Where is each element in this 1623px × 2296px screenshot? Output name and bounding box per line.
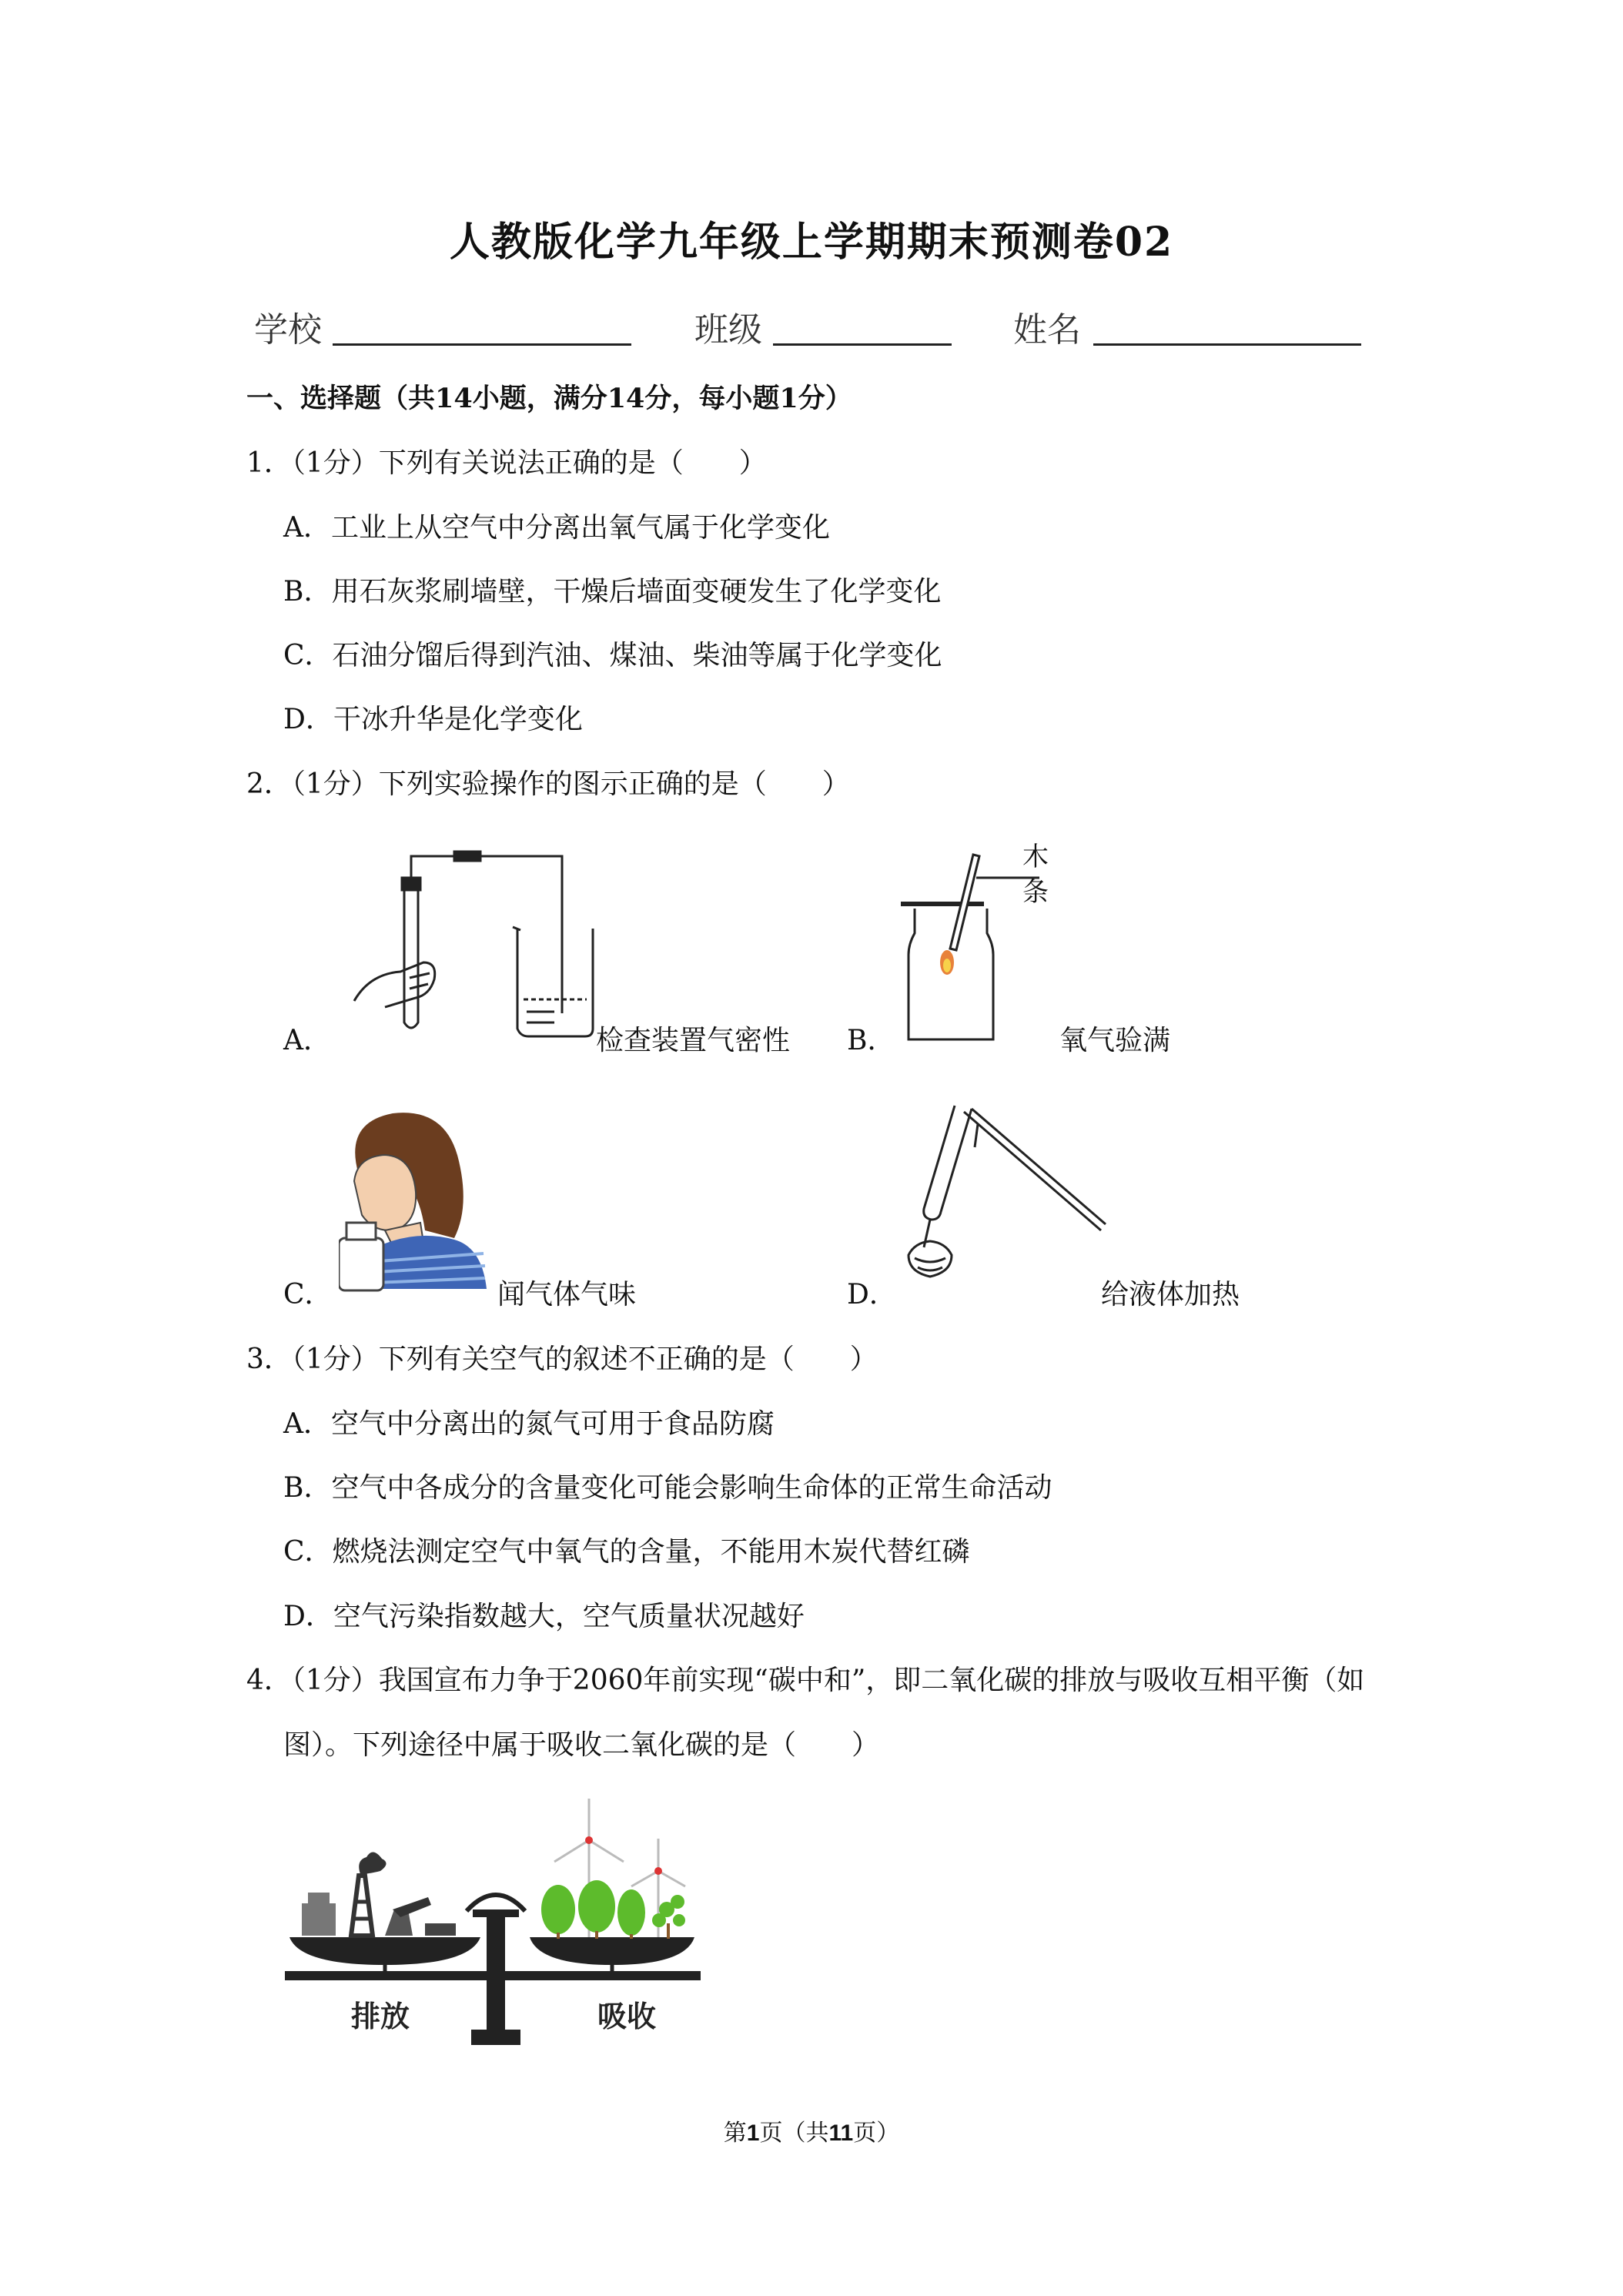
q3-option-c: C．燃烧法测定空气中氧气的含量，不能用木炭代替红磷 — [283, 1536, 970, 1568]
q1-option-a: A．工业上从空气中分离出氧气属于化学变化 — [283, 512, 830, 544]
q2-option-c-caption: 闻气体气味 — [497, 1279, 637, 1310]
q1-option-b: B．用石灰浆刷墙壁，干燥后墙面变硬发生了化学变化 — [283, 576, 942, 607]
section-heading: 一、选择题（共14小题，满分14分，每小题1分） — [246, 383, 852, 414]
page-title: 人教版化学九年级上学期期末预测卷02 — [449, 219, 1174, 266]
school-field[interactable] — [333, 343, 631, 346]
class-label: 班级 — [694, 310, 762, 350]
q2-option-d-letter: D． — [847, 1279, 897, 1310]
q2-option-b-caption: 氧气验满 — [1059, 1025, 1171, 1056]
q2-option-d-caption: 给液体加热 — [1101, 1279, 1240, 1310]
wood-strip-label: 木条 — [1022, 842, 1049, 908]
q2-option-b-letter: B． — [847, 1025, 895, 1056]
q2-option-c-letter: C． — [283, 1279, 333, 1310]
q2-option-a-letter: A． — [283, 1025, 331, 1056]
footer-page-number: 1 — [746, 2120, 760, 2146]
smell-gas-figure — [339, 1107, 493, 1292]
q3-stem: 3．（1分）下列有关空气的叙述不正确的是（ ） — [246, 1344, 878, 1375]
q3-option-a: A．空气中分离出的氮气可用于食品防腐 — [283, 1408, 775, 1440]
q2-stem: 2．（1分）下列实验操作的图示正确的是（ ） — [246, 768, 850, 800]
footer-prefix: 第 — [723, 2120, 747, 2147]
q3-option-d: D．空气污染指数越大，空气质量状况越好 — [283, 1601, 805, 1632]
footer-total-pages: 11 — [828, 2120, 854, 2146]
q4-stem-line1: 4．（1分）我国宣布力争于2060年前实现“碳中和”，即二氧化碳的排放与吸收互相平衡（如 — [246, 1665, 1365, 1696]
footer-middle: 页（共 — [759, 2120, 829, 2147]
absorption-label: 吸收 — [597, 2000, 657, 2033]
q1-option-d: D．干冰升华是化学变化 — [283, 704, 583, 735]
class-field[interactable] — [773, 343, 952, 346]
q2-option-a-caption: 检查装置气密性 — [596, 1025, 791, 1056]
q1-stem: 1．（1分）下列有关说法正确的是（ ） — [246, 447, 767, 479]
airtightness-check-figure — [339, 847, 601, 1047]
name-field[interactable] — [1093, 343, 1361, 346]
name-label: 姓名 — [1013, 310, 1081, 350]
q4-stem-line2: 图）。下列途径中属于吸收二氧化碳的是（ ） — [283, 1729, 880, 1761]
school-label: 学校 — [254, 310, 322, 350]
footer-suffix: 页） — [853, 2120, 900, 2147]
q1-option-c: C．石油分馏后得到汽油、煤油、柴油等属于化学变化 — [283, 640, 942, 671]
page-footer — [0, 2114, 1623, 2147]
emission-label: 排放 — [351, 2000, 410, 2033]
heat-liquid-figure — [901, 1101, 1109, 1301]
q3-option-b: B．空气中各成分的含量变化可能会影响生命体的正常生命活动 — [283, 1472, 1052, 1504]
